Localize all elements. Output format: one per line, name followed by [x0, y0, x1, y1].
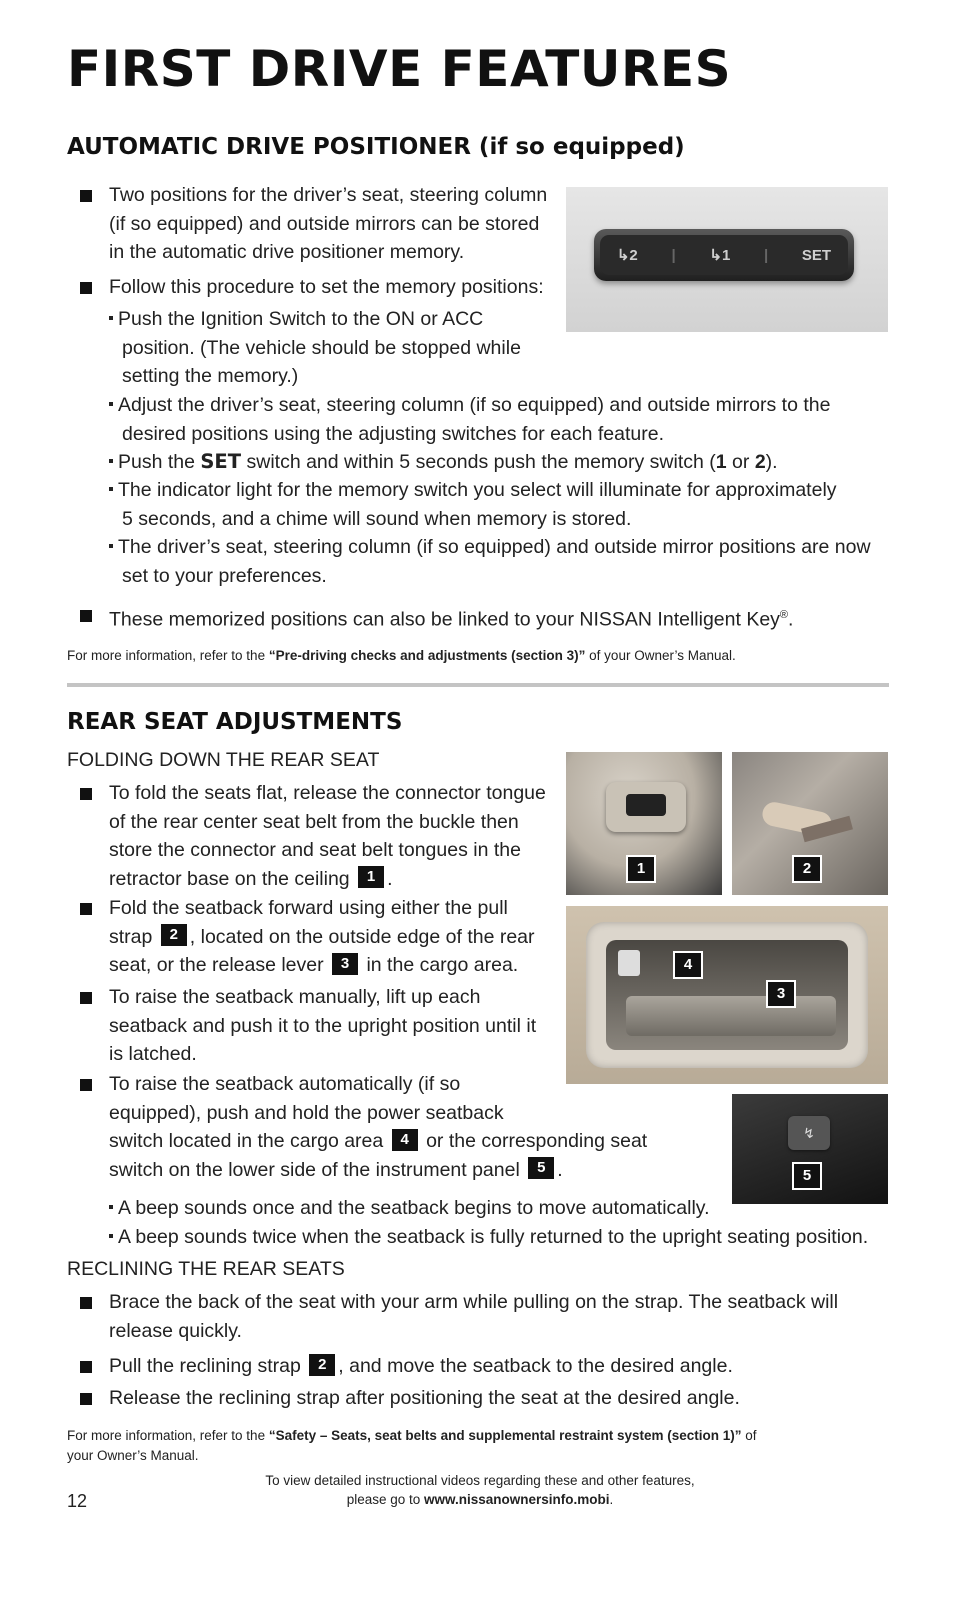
- text-line: store the connector and seat belt tongues in the: [109, 839, 521, 861]
- text: “Pre-driving checks and adjustments (section 3)”: [268, 648, 586, 663]
- text: seat, or the release lever: [109, 954, 330, 976]
- seat-switch-icon: ↯: [788, 1116, 830, 1150]
- adp-sub-2: [109, 391, 830, 448]
- text-line: [210, 1490, 750, 1509]
- text: retractor base on the ceiling: [109, 867, 356, 890]
- photo-label: 4: [673, 951, 703, 979]
- text: 1: [715, 451, 727, 473]
- photo-label: 2: [792, 855, 822, 883]
- text-line: To fold the seats flat, release the connector tongue: [109, 782, 546, 804]
- text-line: Two positions for the driver’s seat, steering column: [109, 184, 548, 206]
- sub-bullet: [109, 459, 113, 463]
- text: .: [557, 1158, 563, 1181]
- text-line: [109, 951, 535, 980]
- recline-bullet-3: Release the reclining strap after positioning the seat at the desired angle.: [109, 1387, 740, 1409]
- footer-link[interactable]: www.nissanownersinfo.mobi: [424, 1492, 610, 1507]
- switch-panel: [594, 229, 854, 281]
- rear-heading: REAR SEAT ADJUSTMENTS: [67, 709, 403, 735]
- callout-badge: 2: [161, 924, 187, 946]
- text-line: Fold the seatback forward using either the pull: [109, 897, 508, 919]
- text-line: [109, 391, 830, 420]
- text-line: position. (The vehicle should be stopped while: [122, 336, 521, 359]
- text-line: To view detailed instructional videos regarding these and other features,: [265, 1473, 695, 1488]
- text-line: [109, 476, 837, 505]
- sub-bullet: [109, 544, 113, 548]
- text: or: [726, 451, 755, 473]
- text: please go to: [346, 1492, 424, 1507]
- text-line: [67, 1426, 897, 1446]
- text: strap: [109, 925, 158, 948]
- text-line: is latched.: [109, 1043, 197, 1065]
- text: of your Owner’s Manual.: [585, 648, 736, 663]
- text: Push the: [118, 451, 201, 473]
- adp-bullet-2: Follow this procedure to set the memory positions:: [109, 276, 544, 298]
- text: in the cargo area.: [361, 954, 519, 976]
- photo-label: 1: [626, 855, 656, 883]
- photo-label: 3: [766, 980, 796, 1008]
- text: A beep sounds twice when the seatback is fully returned to the upright seating position.: [118, 1226, 869, 1248]
- fold-bullet-2: [109, 894, 535, 980]
- bullet-square: [80, 1297, 92, 1309]
- recline-heading: RECLINING THE REAR SEATS: [67, 1258, 345, 1280]
- text-line: [109, 305, 521, 334]
- adp-bullet-1: [109, 181, 547, 267]
- photo-instrument-switch: [732, 1094, 888, 1204]
- text: 2: [629, 247, 638, 264]
- bullet-square: [80, 1361, 92, 1373]
- fold-sub-1: [109, 1194, 710, 1223]
- fold-bullet-3: [109, 983, 536, 1069]
- bullet-square: [80, 1079, 92, 1091]
- text: of: [741, 1428, 757, 1443]
- power-switch: [618, 950, 640, 976]
- callout-badge: 1: [358, 866, 384, 888]
- text-line: desired positions using the adjusting switches for each feature.: [122, 422, 664, 445]
- text: or the corresponding seat: [420, 1130, 648, 1152]
- fold-bullet-4: [109, 1070, 647, 1184]
- text-line: [109, 1127, 647, 1156]
- sub-bullet: [109, 1205, 113, 1209]
- text-line: [109, 923, 535, 952]
- text-line: seatback and push it to the upright position until it: [109, 1014, 537, 1037]
- photo-label: 5: [792, 1162, 822, 1190]
- sub-bullet: [109, 316, 113, 320]
- callout-badge: 4: [392, 1129, 418, 1151]
- bullet-square: [80, 992, 92, 1004]
- divider: |: [671, 246, 676, 264]
- text-line: [109, 533, 871, 562]
- fold-bullet-1: [109, 779, 546, 893]
- text-line: Brace the back of the seat with your arm while pulling on the strap. The seatback will: [109, 1291, 839, 1313]
- sub-bullet: [109, 1234, 113, 1238]
- adp-sub-5: [109, 533, 871, 590]
- text-line: set to your preferences.: [122, 564, 327, 587]
- text: .: [788, 608, 794, 631]
- divider: |: [764, 246, 769, 264]
- text-line: in the automatic drive positioner memory.: [109, 241, 465, 263]
- text-line: To raise the seatback automatically (if so: [109, 1073, 461, 1095]
- page-number: 12: [67, 1491, 88, 1511]
- bullet-square: [80, 282, 92, 294]
- text-line: your Owner’s Manual.: [67, 1448, 199, 1463]
- section-divider: [67, 683, 889, 687]
- text: Adjust the driver’s seat, steering column (if so equipped) and outside mirrors to the: [118, 394, 831, 416]
- bullet-square: [80, 903, 92, 915]
- text: 1: [721, 247, 731, 264]
- fold-heading: FOLDING DOWN THE REAR SEAT: [67, 749, 380, 771]
- page-title: FIRST DRIVE FEATURES: [67, 40, 732, 98]
- text: Push the Ignition Switch to the ON or ACC: [118, 308, 484, 330]
- text: switch located in the cargo area: [109, 1130, 389, 1152]
- text: switch on the lower side of the instrument panel: [109, 1158, 526, 1181]
- bullet-square: [80, 788, 92, 800]
- lever-housing: [586, 922, 868, 1068]
- callout-badge: 5: [528, 1157, 554, 1179]
- recline-bullet-1: [109, 1288, 838, 1345]
- text-line: [109, 865, 546, 894]
- text: , located on the outside edge of the rear: [189, 925, 535, 948]
- text: For more information, refer to the: [67, 1428, 269, 1443]
- text-line: release quickly.: [109, 1319, 242, 1342]
- text: 2: [754, 451, 766, 473]
- footer-note: [210, 1471, 750, 1509]
- callout-badge: 3: [332, 953, 358, 975]
- text-line: (if so equipped) and outside mirrors can be stored: [109, 212, 540, 235]
- memory-1-button: ↳1: [709, 247, 731, 264]
- bullet-square: [80, 1393, 92, 1405]
- text-line: setting the memory.): [122, 365, 299, 387]
- photo-ceiling-retractor: [566, 752, 722, 895]
- recline-bullet-2: [109, 1352, 733, 1381]
- text: .: [609, 1492, 614, 1507]
- text-line: [109, 1156, 647, 1185]
- adp-bullet-3: [109, 601, 793, 634]
- switch-buttons: [600, 235, 848, 275]
- retractor-base: [606, 782, 686, 832]
- text: A beep sounds once and the seatback begins to move automatically.: [118, 1197, 710, 1219]
- text: These memorized positions can also be linked to your NISSAN Intelligent Key: [109, 608, 780, 631]
- sub-bullet: [109, 487, 113, 491]
- rear-reference: [67, 1426, 897, 1466]
- text-line: of the rear center seat belt from the buckle then: [109, 810, 519, 833]
- set-button: SET: [801, 246, 832, 264]
- lever-recess: [606, 940, 848, 1050]
- text: Pull the reclining strap: [109, 1355, 307, 1377]
- bullet-square: [80, 190, 92, 202]
- text-line: To raise the seatback manually, lift up each: [109, 986, 481, 1008]
- text: , and move the seatback to the desired angle.: [338, 1355, 733, 1377]
- callout-badge: 2: [309, 1354, 335, 1376]
- text: switch and within 5 seconds push the memory switch (: [241, 451, 716, 473]
- memory-2-button: ↳2: [616, 247, 638, 264]
- sub-bullet: [109, 402, 113, 406]
- bullet-square: [80, 610, 92, 622]
- adp-heading: AUTOMATIC DRIVE POSITIONER (if so equipped): [67, 134, 685, 160]
- belt-tongue: [626, 794, 666, 816]
- text: “Safety – Seats, seat belts and supplemental restraint system (section 1)”: [268, 1428, 742, 1443]
- memory-switch-photo: [566, 187, 888, 332]
- text: The driver’s seat, steering column (if so equipped) and outside mirror positions are now: [118, 536, 871, 558]
- text-line: equipped), push and hold the power seatback: [109, 1101, 504, 1124]
- fold-sub-2: [109, 1223, 868, 1252]
- text: For more information, refer to the: [67, 648, 269, 663]
- set-label: SET: [200, 450, 242, 473]
- text-line: 5 seconds, and a chime will sound when memory is stored.: [122, 507, 632, 530]
- adp-sub-1: [109, 305, 521, 391]
- text: ).: [765, 451, 778, 473]
- adp-reference: [67, 646, 736, 666]
- adp-sub-4: [109, 476, 837, 533]
- photo-release-lever: [566, 906, 888, 1084]
- adp-sub-3: [109, 448, 778, 477]
- registered-mark: ®: [779, 609, 789, 621]
- photo-pull-strap: [732, 752, 888, 895]
- text: The indicator light for the memory switch you select will illuminate for approximately: [118, 479, 837, 501]
- text: .: [387, 867, 393, 890]
- release-lever: [626, 996, 836, 1036]
